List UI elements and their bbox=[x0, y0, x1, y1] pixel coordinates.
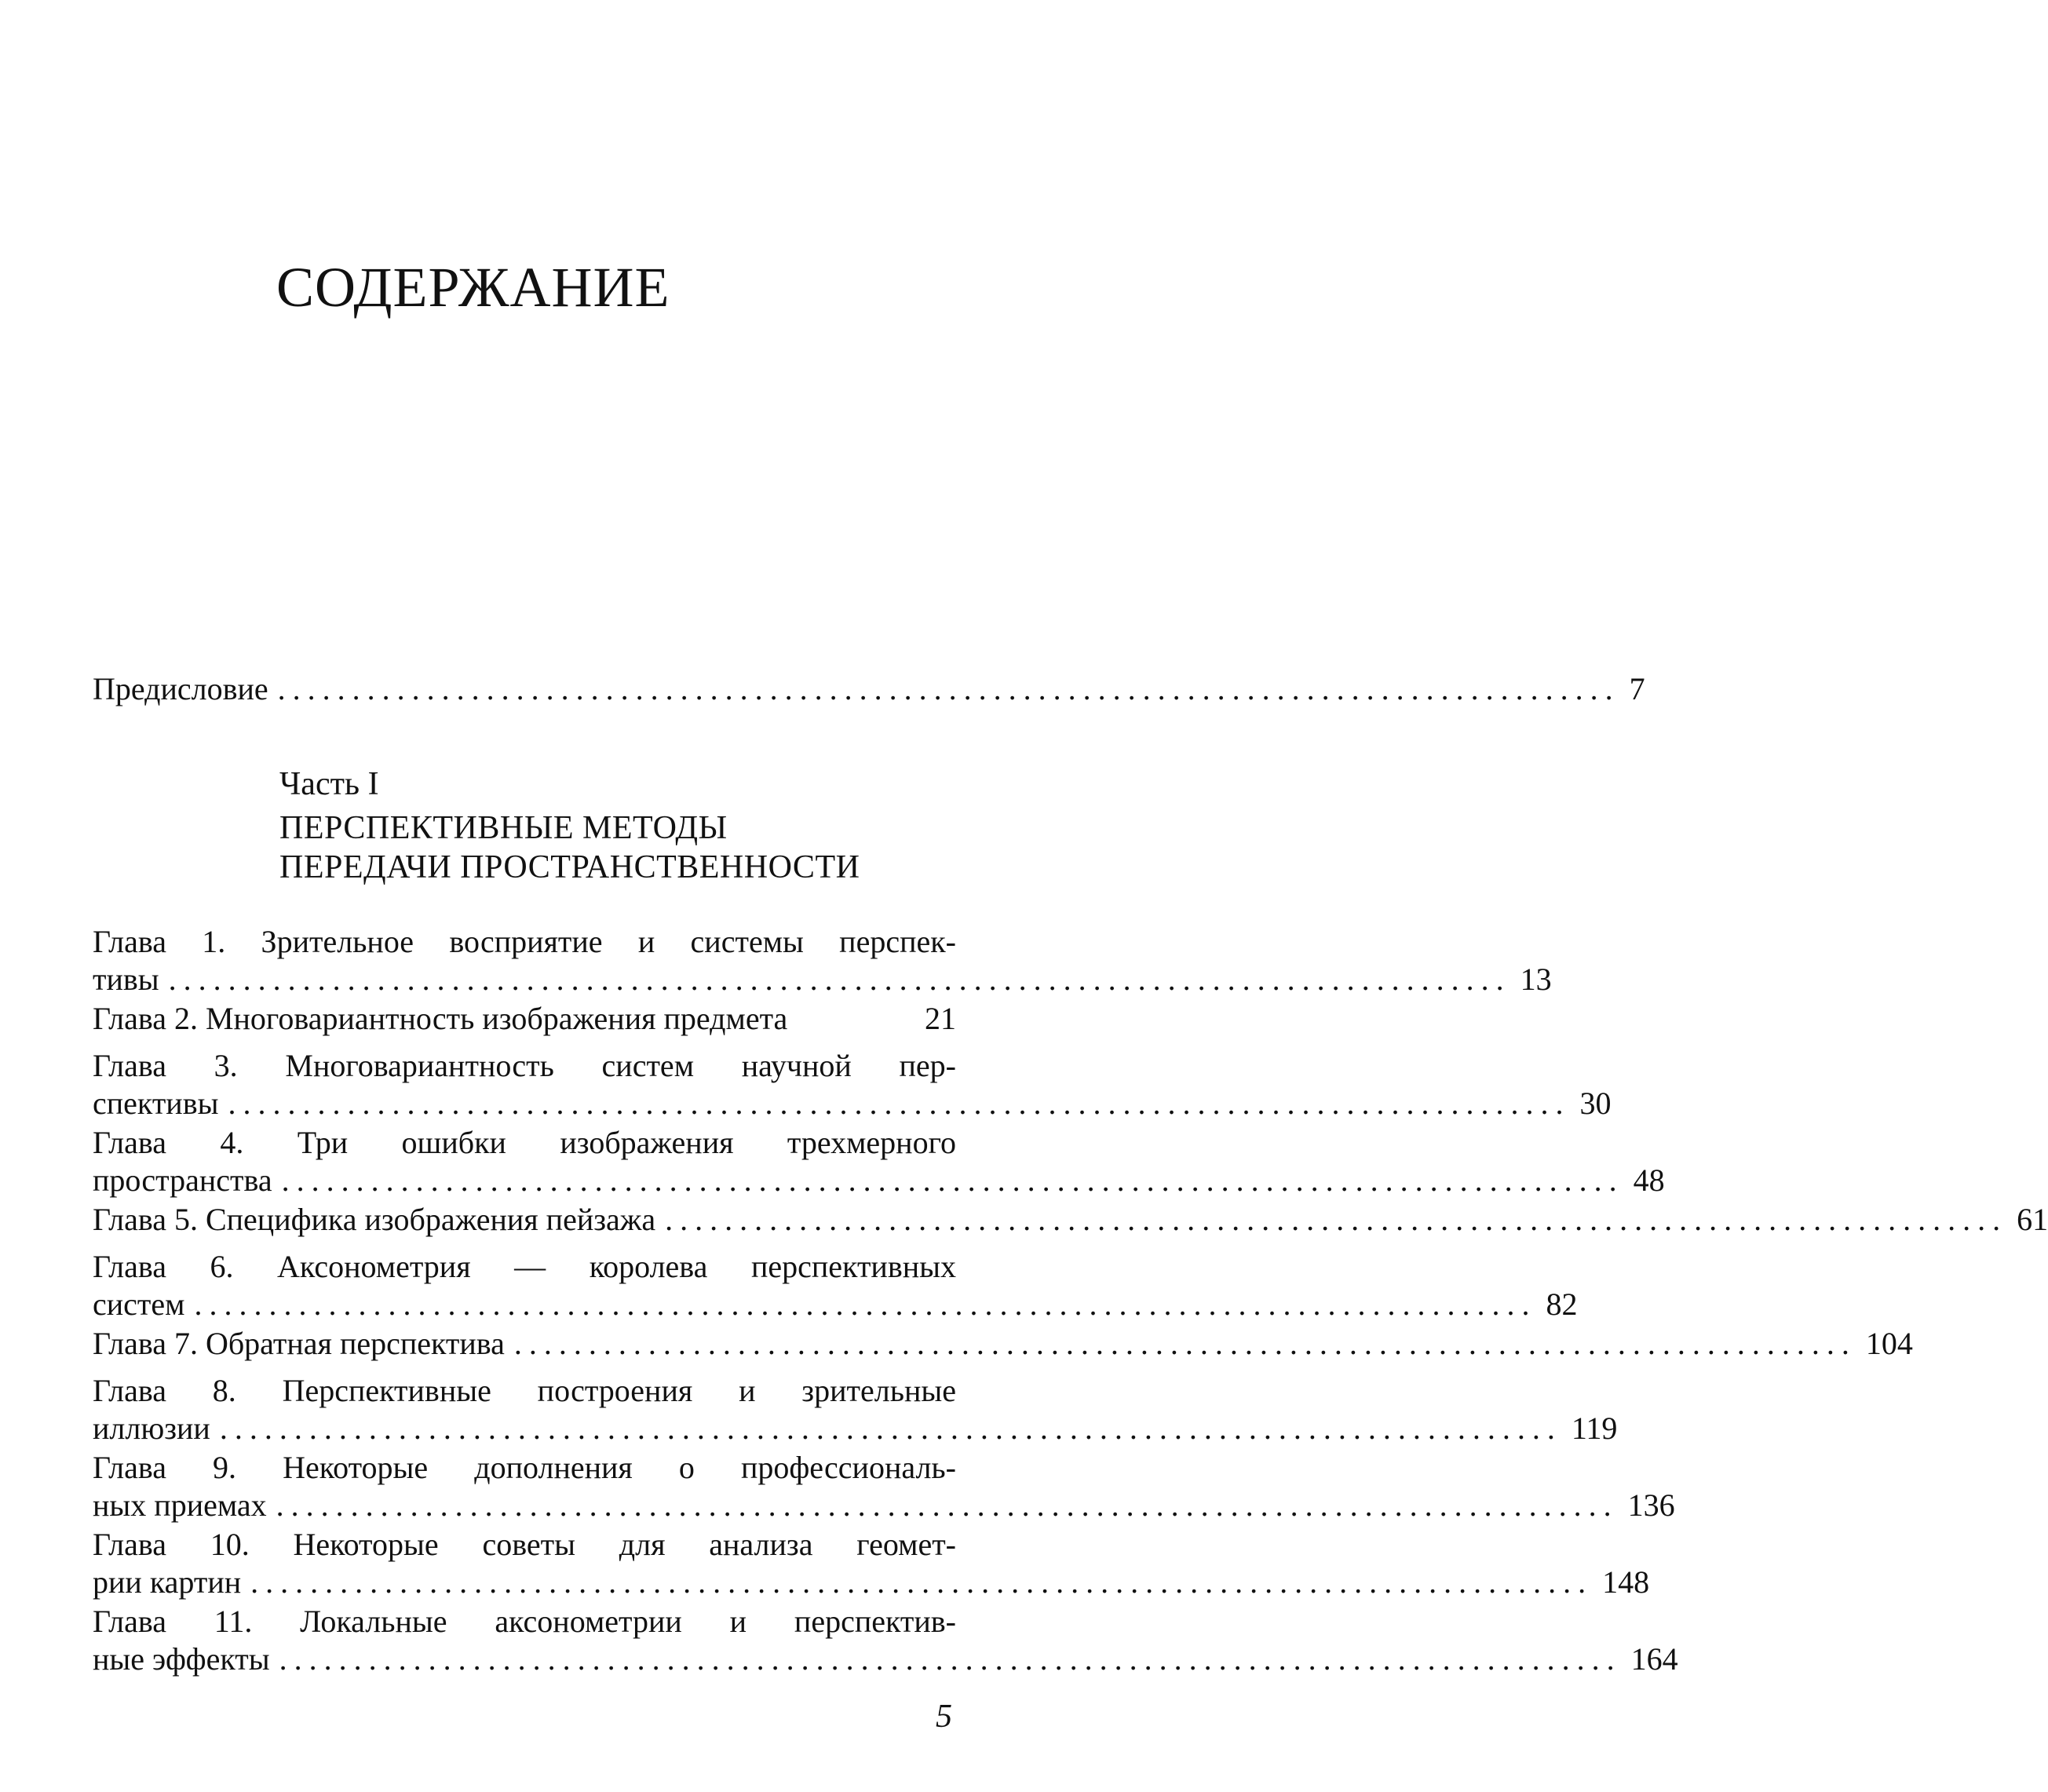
chapter-title-row bbox=[93, 1003, 956, 1035]
dot-leader: .......................................................................................... bbox=[277, 671, 1620, 706]
toc-entry-chapter-5 bbox=[93, 1202, 2048, 1237]
chapter-page: 164 bbox=[1630, 1641, 1678, 1677]
chapter-title-line2: иллюзии bbox=[93, 1411, 210, 1446]
chapter-title-line2: ные эффекты bbox=[93, 1641, 270, 1677]
dot-leader: .......................................................................................... bbox=[513, 1326, 1856, 1361]
chapter-title-line2: ных приемах bbox=[93, 1487, 267, 1523]
toc-entry-label: Предисловие bbox=[93, 671, 268, 706]
toc-entry-chapter-10 bbox=[93, 1527, 1650, 1600]
chapter-title: Глава 5. Специфика изображения пейзажа bbox=[93, 1202, 656, 1237]
chapter-title-cont bbox=[93, 1411, 1618, 1446]
chapter-title-row bbox=[93, 1202, 2048, 1237]
chapter-page: 61 bbox=[2017, 1202, 2048, 1237]
toc-entry-page: 7 bbox=[1629, 671, 1645, 706]
toc-entry-chapter-8 bbox=[93, 1373, 1618, 1446]
chapter-title-line2: систем bbox=[93, 1287, 185, 1322]
toc-entry-chapter-3 bbox=[93, 1048, 1612, 1121]
chapter-page: 13 bbox=[1520, 962, 1552, 997]
chapter-page: 48 bbox=[1633, 1162, 1665, 1198]
chapter-title: Глава 8. Перспективные построения и зрительные bbox=[93, 1373, 956, 1408]
part-label: Часть I bbox=[279, 766, 379, 802]
chapter-title-line2: рии картин bbox=[93, 1564, 242, 1600]
chapter-title: Глава 9. Некоторые дополнения о профессиональ- bbox=[93, 1450, 956, 1485]
chapter-page: 21 bbox=[925, 1001, 956, 1036]
part-title bbox=[279, 808, 860, 887]
page-number: 5 bbox=[936, 1699, 952, 1735]
chapter-page: 82 bbox=[1546, 1287, 1578, 1322]
toc-entry-chapter-11 bbox=[93, 1604, 1678, 1677]
page-title: СОДЕРЖАНИЕ bbox=[276, 256, 670, 319]
chapter-title-cont bbox=[93, 962, 1552, 997]
chapter-title-cont bbox=[93, 1086, 1612, 1121]
toc-entry-chapter-6 bbox=[93, 1249, 1578, 1322]
chapter-title-row bbox=[93, 1326, 1913, 1361]
part-title-line: ПЕРЕДАЧИ ПРОСТРАНСТВЕННОСТИ bbox=[279, 849, 860, 885]
chapter-title-line2: пространства bbox=[93, 1162, 272, 1198]
chapter-title: Глава 2. Многовариантность изображения предмета bbox=[93, 1001, 788, 1036]
chapter-title: Глава 1. Зрительное восприятие и системы перспек- bbox=[93, 924, 956, 959]
chapter-page: 30 bbox=[1579, 1086, 1612, 1121]
chapter-title-cont bbox=[93, 1564, 1650, 1600]
toc-entry-chapter-9 bbox=[93, 1450, 1675, 1523]
chapter-page: 148 bbox=[1602, 1564, 1650, 1600]
toc-entry-chapter-1 bbox=[93, 924, 1552, 997]
chapter-title-cont bbox=[93, 1162, 1665, 1198]
chapter-title: Глава 3. Многовариантность систем научной пер- bbox=[93, 1048, 956, 1083]
chapter-title-line2: спективы bbox=[93, 1086, 219, 1121]
chapter-title: Глава 4. Три ошибки изображения трехмерного bbox=[93, 1125, 956, 1160]
chapter-title-cont bbox=[93, 1287, 1578, 1322]
dot-leader: .......................................................................................... bbox=[665, 1202, 2008, 1237]
chapter-title-line2: тивы bbox=[93, 962, 159, 997]
dot-leader: .......................................................................................... bbox=[219, 1411, 1562, 1446]
part-title-line: ПЕРСПЕКТИВНЫЕ МЕТОДЫ bbox=[279, 810, 728, 846]
dot-leader: .......................................................................................... bbox=[276, 1487, 1619, 1523]
dot-leader: .......................................................................................... bbox=[194, 1287, 1537, 1322]
dot-leader: .......................................................................................... bbox=[279, 1641, 1622, 1677]
chapter-title: Глава 10. Некоторые советы для анализа геомет- bbox=[93, 1527, 956, 1562]
chapter-title: Глава 11. Локальные аксонометрии и перспектив- bbox=[93, 1604, 956, 1639]
chapter-page: 104 bbox=[1865, 1326, 1913, 1361]
dot-leader: .......................................................................................... bbox=[250, 1564, 1593, 1600]
toc-entry-chapter-2 bbox=[93, 1003, 956, 1035]
chapter-title: Глава 7. Обратная перспектива bbox=[93, 1326, 505, 1361]
chapter-title-cont bbox=[93, 1641, 1678, 1677]
dot-leader: .......................................................................................... bbox=[228, 1086, 1571, 1121]
dot-leader: .......................................................................................... bbox=[168, 962, 1511, 997]
chapter-title-cont bbox=[93, 1487, 1675, 1523]
toc-entry-preface bbox=[93, 671, 1645, 706]
chapter-title: Глава 6. Аксонометрия — королева перспективных bbox=[93, 1249, 956, 1284]
dot-leader: .......................................................................................... bbox=[281, 1162, 1624, 1198]
chapter-page: 136 bbox=[1627, 1487, 1675, 1523]
toc-entry-chapter-4 bbox=[93, 1125, 1665, 1198]
toc-entry-chapter-7 bbox=[93, 1326, 1913, 1361]
chapter-page: 119 bbox=[1571, 1411, 1618, 1446]
